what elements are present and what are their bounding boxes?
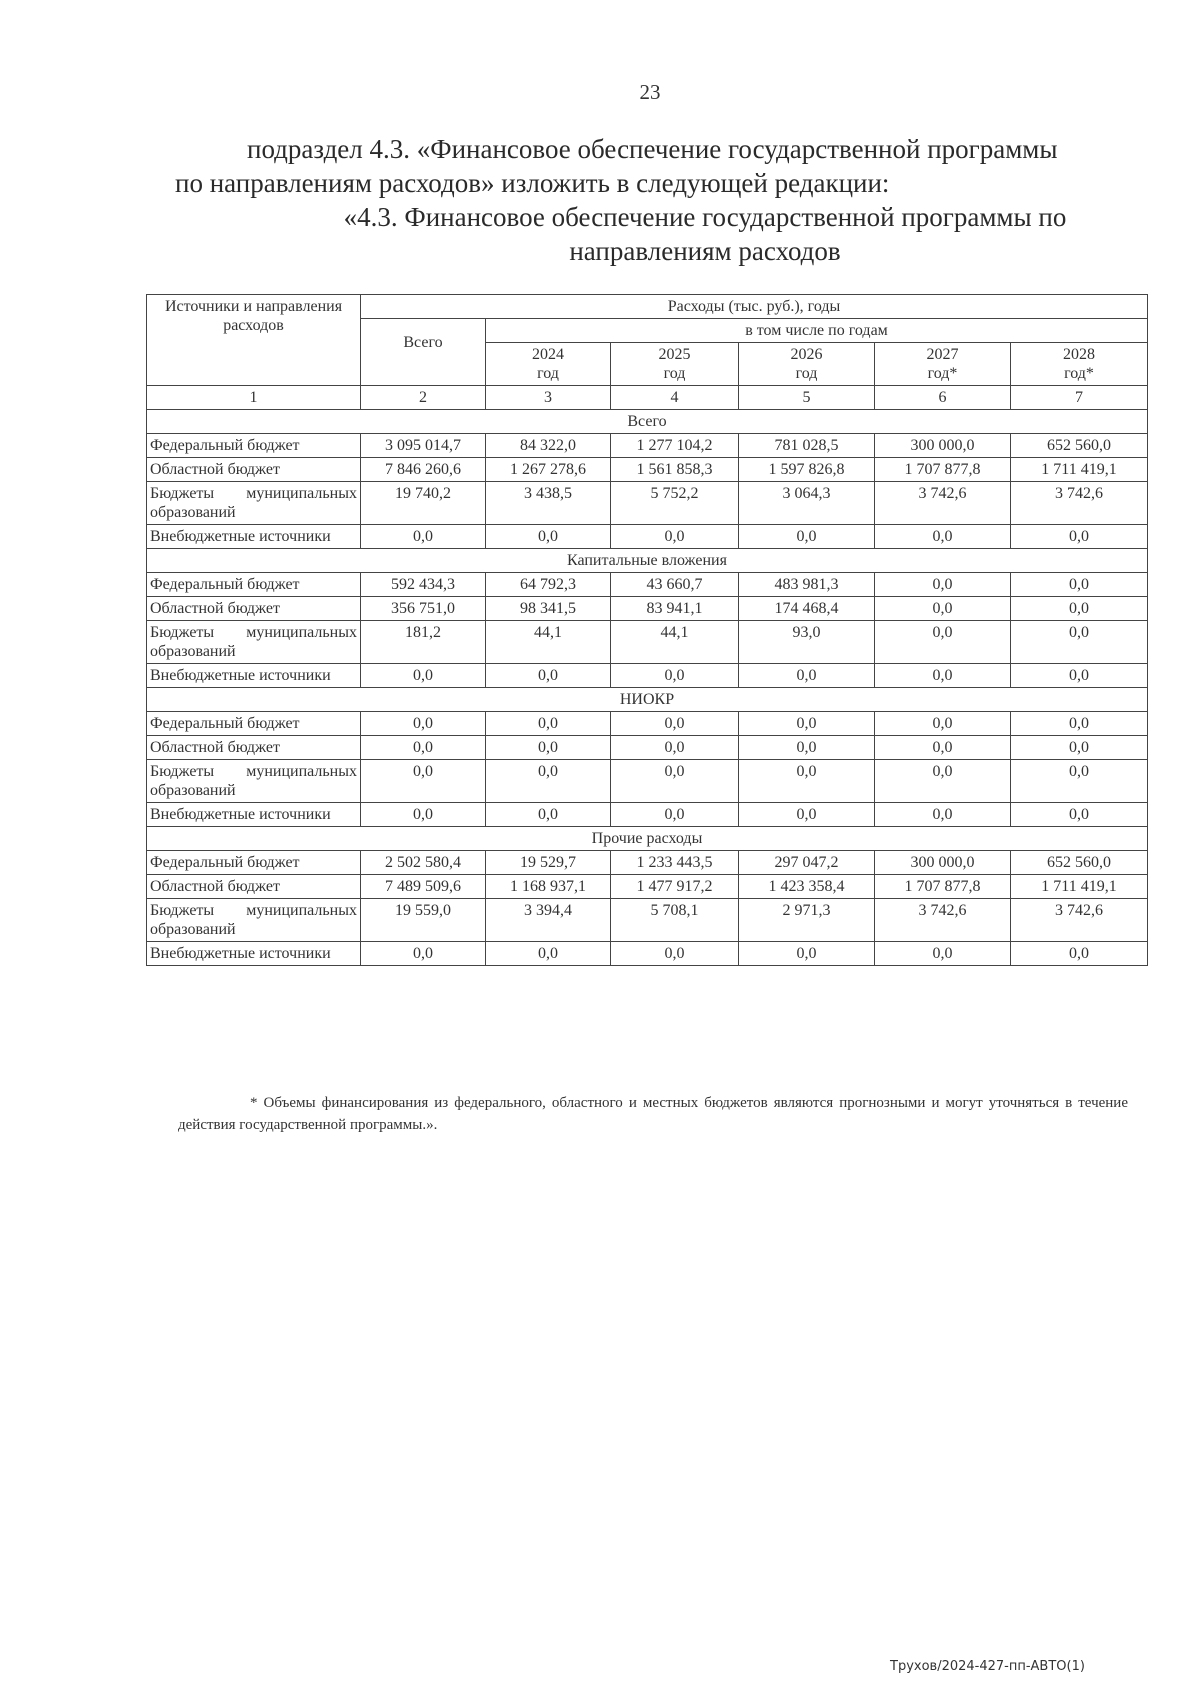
table-row xyxy=(147,664,1148,688)
value-cell: 43 660,7 xyxy=(611,573,739,597)
value-cell: 0,0 xyxy=(611,525,739,549)
row-label: Бюджеты муниципальных образований xyxy=(147,760,361,803)
header-year: 2027 год* xyxy=(875,343,1011,386)
value-cell: 19 529,7 xyxy=(486,851,611,875)
column-number: 5 xyxy=(739,386,875,410)
value-cell: 3 742,6 xyxy=(1011,482,1148,525)
header-sources: Источники и направления расходов xyxy=(147,295,361,386)
value-cell: 0,0 xyxy=(361,803,486,827)
column-number: 2 xyxy=(361,386,486,410)
value-cell: 0,0 xyxy=(875,664,1011,688)
value-cell: 0,0 xyxy=(875,736,1011,760)
value-cell: 0,0 xyxy=(1011,803,1148,827)
row-label: Областной бюджет xyxy=(147,597,361,621)
section-title: НИОКР xyxy=(147,688,1148,712)
value-cell: 93,0 xyxy=(739,621,875,664)
row-label: Внебюджетные источники xyxy=(147,525,361,549)
row-label: Бюджеты муниципальных образований xyxy=(147,899,361,942)
value-cell: 592 434,3 xyxy=(361,573,486,597)
page-number: 23 xyxy=(639,80,661,104)
value-cell: 7 846 260,6 xyxy=(361,458,486,482)
value-cell: 483 981,3 xyxy=(739,573,875,597)
header-year: 2026 год xyxy=(739,343,875,386)
section-heading xyxy=(175,200,1115,268)
value-cell: 1 707 877,8 xyxy=(875,458,1011,482)
value-cell: 0,0 xyxy=(486,525,611,549)
value-cell: 0,0 xyxy=(361,760,486,803)
table-row xyxy=(147,803,1148,827)
value-cell: 0,0 xyxy=(486,712,611,736)
row-label: Федеральный бюджет xyxy=(147,434,361,458)
table-row xyxy=(147,760,1148,803)
value-cell: 1 561 858,3 xyxy=(611,458,739,482)
value-cell: 297 047,2 xyxy=(739,851,875,875)
value-cell: 300 000,0 xyxy=(875,434,1011,458)
row-label: Федеральный бюджет xyxy=(147,851,361,875)
value-cell: 0,0 xyxy=(611,664,739,688)
value-cell: 0,0 xyxy=(611,712,739,736)
value-cell: 0,0 xyxy=(875,803,1011,827)
value-cell: 0,0 xyxy=(875,621,1011,664)
value-cell: 0,0 xyxy=(739,664,875,688)
value-cell: 0,0 xyxy=(875,525,1011,549)
value-cell: 98 341,5 xyxy=(486,597,611,621)
footnote: * Объемы финансирования из федерального, областного и местных бюджетов являются прогнозными и могут уточняться в течение действия государственной программы.». xyxy=(178,1095,1128,1133)
value-cell: 0,0 xyxy=(875,573,1011,597)
value-cell: 19 740,2 xyxy=(361,482,486,525)
value-cell: 0,0 xyxy=(739,803,875,827)
value-cell: 0,0 xyxy=(361,525,486,549)
financing-table xyxy=(146,294,1148,966)
intro-line-2: по направлениям расходов» изложить в следующей редакции: xyxy=(175,168,890,198)
value-cell: 3 438,5 xyxy=(486,482,611,525)
value-cell: 0,0 xyxy=(361,664,486,688)
value-cell: 2 971,3 xyxy=(739,899,875,942)
header-total: Всего xyxy=(361,319,486,386)
value-cell: 5 708,1 xyxy=(611,899,739,942)
value-cell: 3 095 014,7 xyxy=(361,434,486,458)
value-cell: 0,0 xyxy=(611,760,739,803)
heading-line-2: направлениям расходов xyxy=(569,236,841,266)
value-cell: 1 277 104,2 xyxy=(611,434,739,458)
value-cell: 0,0 xyxy=(875,712,1011,736)
value-cell: 0,0 xyxy=(875,760,1011,803)
intro-line-1: подраздел 4.3. «Финансовое обеспечение государственной программы xyxy=(247,134,1058,164)
table-row xyxy=(147,942,1148,966)
value-cell: 0,0 xyxy=(1011,760,1148,803)
value-cell: 2 502 580,4 xyxy=(361,851,486,875)
value-cell: 781 028,5 xyxy=(739,434,875,458)
section-title-row xyxy=(147,410,1148,434)
row-label: Областной бюджет xyxy=(147,736,361,760)
value-cell: 3 742,6 xyxy=(875,899,1011,942)
value-cell: 0,0 xyxy=(1011,621,1148,664)
table-row xyxy=(147,736,1148,760)
value-cell: 0,0 xyxy=(611,942,739,966)
row-label: Внебюджетные источники xyxy=(147,664,361,688)
row-label: Областной бюджет xyxy=(147,458,361,482)
column-number: 3 xyxy=(486,386,611,410)
value-cell: 0,0 xyxy=(1011,597,1148,621)
value-cell: 0,0 xyxy=(739,760,875,803)
value-cell: 0,0 xyxy=(486,942,611,966)
header-row-1 xyxy=(147,295,1148,319)
value-cell: 0,0 xyxy=(486,736,611,760)
value-cell: 0,0 xyxy=(739,736,875,760)
value-cell: 1 597 826,8 xyxy=(739,458,875,482)
value-cell: 0,0 xyxy=(739,525,875,549)
header-year: 2028 год* xyxy=(1011,343,1148,386)
value-cell: 1 477 917,2 xyxy=(611,875,739,899)
value-cell: 0,0 xyxy=(1011,942,1148,966)
column-number: 7 xyxy=(1011,386,1148,410)
value-cell: 356 751,0 xyxy=(361,597,486,621)
table-row xyxy=(147,597,1148,621)
table-row xyxy=(147,458,1148,482)
section-title-row xyxy=(147,549,1148,573)
value-cell: 44,1 xyxy=(611,621,739,664)
row-label: Бюджеты муниципальных образований xyxy=(147,621,361,664)
value-cell: 181,2 xyxy=(361,621,486,664)
value-cell: 19 559,0 xyxy=(361,899,486,942)
value-cell: 7 489 509,6 xyxy=(361,875,486,899)
value-cell: 0,0 xyxy=(611,803,739,827)
table-row xyxy=(147,899,1148,942)
value-cell: 0,0 xyxy=(1011,736,1148,760)
value-cell: 0,0 xyxy=(361,736,486,760)
heading-line-1: «4.3. Финансовое обеспечение государственной программы по xyxy=(343,202,1067,232)
value-cell: 0,0 xyxy=(1011,525,1148,549)
value-cell: 652 560,0 xyxy=(1011,851,1148,875)
value-cell: 0,0 xyxy=(1011,573,1148,597)
value-cell: 3 064,3 xyxy=(739,482,875,525)
row-label: Бюджеты муниципальных образований xyxy=(147,482,361,525)
column-number: 4 xyxy=(611,386,739,410)
header-expenses: Расходы (тыс. руб.), годы xyxy=(361,295,1148,319)
value-cell: 84 322,0 xyxy=(486,434,611,458)
value-cell: 1 711 419,1 xyxy=(1011,875,1148,899)
value-cell: 83 941,1 xyxy=(611,597,739,621)
value-cell: 652 560,0 xyxy=(1011,434,1148,458)
value-cell: 0,0 xyxy=(1011,664,1148,688)
value-cell: 1 168 937,1 xyxy=(486,875,611,899)
table-row xyxy=(147,851,1148,875)
row-label: Федеральный бюджет xyxy=(147,573,361,597)
value-cell: 0,0 xyxy=(361,712,486,736)
value-cell: 0,0 xyxy=(361,942,486,966)
value-cell: 0,0 xyxy=(486,664,611,688)
value-cell: 0,0 xyxy=(1011,712,1148,736)
header-by-years: в том числе по годам xyxy=(486,319,1148,343)
value-cell: 0,0 xyxy=(875,597,1011,621)
value-cell: 0,0 xyxy=(611,736,739,760)
value-cell: 3 394,4 xyxy=(486,899,611,942)
intro-paragraph xyxy=(175,132,1115,200)
table-row xyxy=(147,875,1148,899)
value-cell: 1 707 877,8 xyxy=(875,875,1011,899)
row-label: Областной бюджет xyxy=(147,875,361,899)
value-cell: 1 711 419,1 xyxy=(1011,458,1148,482)
value-cell: 174 468,4 xyxy=(739,597,875,621)
section-title: Всего xyxy=(147,410,1148,434)
row-label: Федеральный бюджет xyxy=(147,712,361,736)
value-cell: 44,1 xyxy=(486,621,611,664)
value-cell: 1 267 278,6 xyxy=(486,458,611,482)
table-row xyxy=(147,525,1148,549)
value-cell: 3 742,6 xyxy=(1011,899,1148,942)
value-cell: 0,0 xyxy=(739,712,875,736)
value-cell: 1 233 443,5 xyxy=(611,851,739,875)
column-number: 1 xyxy=(147,386,361,410)
table-row xyxy=(147,712,1148,736)
row-label: Внебюджетные источники xyxy=(147,803,361,827)
value-cell: 0,0 xyxy=(486,760,611,803)
value-cell: 0,0 xyxy=(875,942,1011,966)
value-cell: 3 742,6 xyxy=(875,482,1011,525)
row-label: Внебюджетные источники xyxy=(147,942,361,966)
column-number: 6 xyxy=(875,386,1011,410)
column-number-row xyxy=(147,386,1148,410)
value-cell: 300 000,0 xyxy=(875,851,1011,875)
header-year: 2025 год xyxy=(611,343,739,386)
table-row xyxy=(147,434,1148,458)
value-cell: 1 423 358,4 xyxy=(739,875,875,899)
value-cell: 64 792,3 xyxy=(486,573,611,597)
section-title: Прочие расходы xyxy=(147,827,1148,851)
document-reference: Трухов/2024-427-пп-АВТО(1) xyxy=(890,1659,1085,1674)
table-row xyxy=(147,573,1148,597)
section-title-row xyxy=(147,827,1148,851)
value-cell: 0,0 xyxy=(486,803,611,827)
table-row xyxy=(147,482,1148,525)
section-title: Капитальные вложения xyxy=(147,549,1148,573)
value-cell: 5 752,2 xyxy=(611,482,739,525)
header-year: 2024 год xyxy=(486,343,611,386)
section-title-row xyxy=(147,688,1148,712)
value-cell: 0,0 xyxy=(739,942,875,966)
table-row xyxy=(147,621,1148,664)
